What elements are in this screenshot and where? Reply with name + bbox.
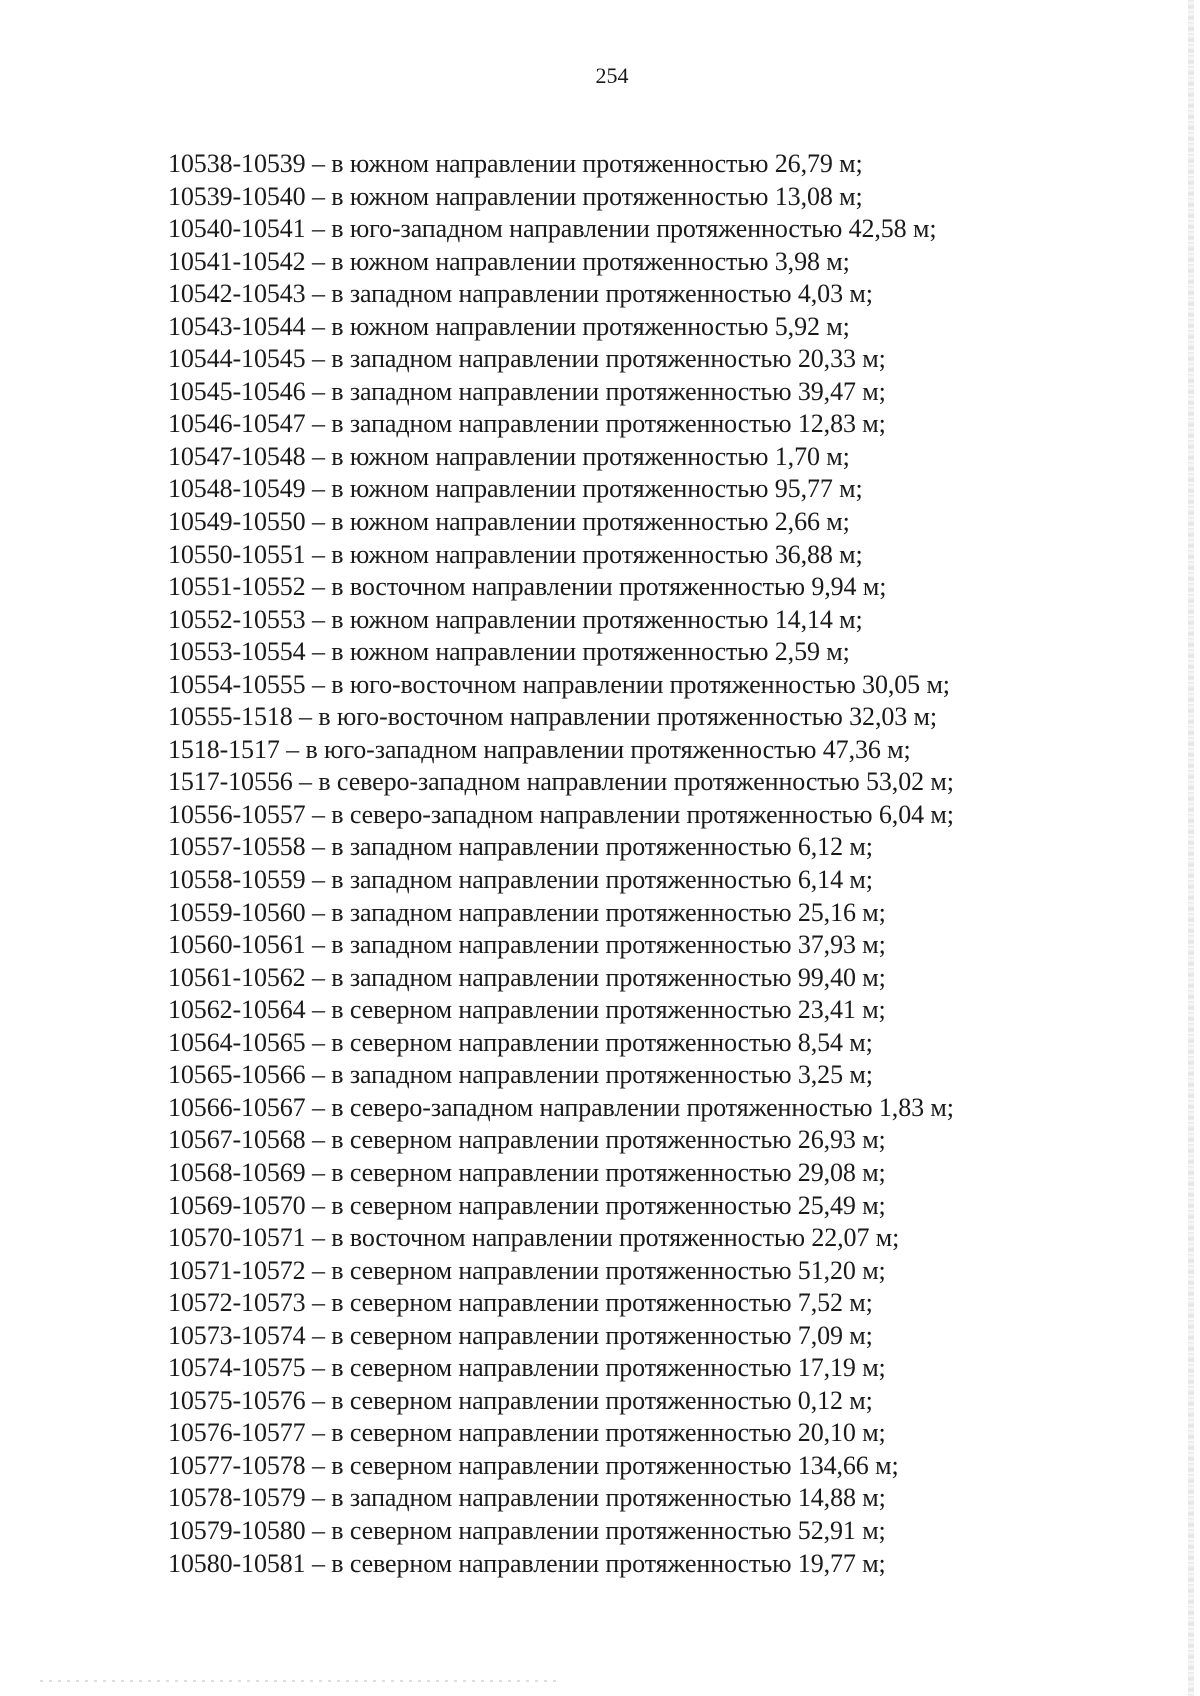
segment-entry: 10572-10573 – в северном направлении протяженностью 7,52 м;: [168, 1288, 873, 1318]
segment-entry: 10561-10562 – в западном направлении протяженностью 99,40 м;: [168, 962, 886, 992]
segment-entry: 1517-10556 – в северо-западном направлении протяженностью 53,02 м;: [168, 767, 954, 797]
segment-entry: 10580-10581 – в северном направлении протяженностью 19,77 м;: [168, 1548, 886, 1578]
segment-entry: 10554-10555 – в юго-восточном направлении протяженностью 30,05 м;: [168, 669, 950, 699]
segment-entry: 10567-10568 – в северном направлении протяженностью 26,93 м;: [168, 1125, 886, 1155]
segment-entry: 10564-10565 – в северном направлении протяженностью 8,54 м;: [168, 1027, 873, 1057]
segment-entry: 10552-10553 – в южном направлении протяженностью 14,14 м;: [168, 604, 863, 634]
segment-entry: 10542-10543 – в западном направлении протяженностью 4,03 м;: [168, 279, 873, 309]
segment-entry: 10574-10575 – в северном направлении протяженностью 17,19 м;: [168, 1353, 886, 1383]
segment-entry: 10539-10540 – в южном направлении протяженностью 13,08 м;: [168, 181, 863, 211]
segment-entry: 10559-10560 – в западном направлении протяженностью 25,16 м;: [168, 897, 886, 927]
segment-entry: 10550-10551 – в южном направлении протяженностью 36,88 м;: [168, 539, 863, 569]
segment-entry: 10547-10548 – в южном направлении протяженностью 1,70 м;: [168, 441, 850, 471]
segment-entry: 10578-10579 – в западном направлении протяженностью 14,88 м;: [168, 1483, 886, 1513]
segment-entry: 10556-10557 – в северо-западном направлении протяженностью 6,04 м;: [168, 799, 954, 829]
segment-entry: 10553-10554 – в южном направлении протяженностью 2,59 м;: [168, 637, 850, 667]
segment-entry: 10571-10572 – в северном направлении протяженностью 51,20 м;: [168, 1255, 886, 1285]
segment-entry: 10544-10545 – в западном направлении протяженностью 20,33 м;: [168, 344, 886, 374]
segment-entry: 10569-10570 – в северном направлении протяженностью 25,49 м;: [168, 1190, 886, 1220]
segment-entry: 10570-10571 – в восточном направлении протяженностью 22,07 м;: [168, 1223, 900, 1253]
segment-entry: 10557-10558 – в западном направлении протяженностью 6,12 м;: [168, 832, 873, 862]
segment-entry: 10579-10580 – в северном направлении протяженностью 52,91 м;: [168, 1515, 886, 1545]
scan-bottom-artifact: [40, 1680, 560, 1682]
segment-entry: 10540-10541 – в юго-западном направлении протяженностью 42,58 м;: [168, 214, 937, 244]
segment-entry: 10577-10578 – в северном направлении протяженностью 134,66 м;: [168, 1450, 899, 1480]
segment-entry: 10568-10569 – в северном направлении протяженностью 29,08 м;: [168, 1157, 886, 1187]
segment-entry: 10576-10577 – в северном направлении протяженностью 20,10 м;: [168, 1418, 886, 1448]
segment-entry: 10566-10567 – в северо-западном направлении протяженностью 1,83 м;: [168, 1092, 954, 1122]
segment-entry: 10560-10561 – в западном направлении протяженностью 37,93 м;: [168, 930, 886, 960]
boundary-segment-list: [168, 148, 954, 1580]
segment-entry: 10558-10559 – в западном направлении протяженностью 6,14 м;: [168, 865, 873, 895]
segment-entry: 10541-10542 – в южном направлении протяженностью 3,98 м;: [168, 246, 850, 276]
segment-entry: 10548-10549 – в южном направлении протяженностью 95,77 м;: [168, 474, 863, 504]
segment-entry: 10543-10544 – в южном направлении протяженностью 5,92 м;: [168, 311, 850, 341]
segment-entry: 10575-10576 – в северном направлении протяженностью 0,12 м;: [168, 1385, 873, 1415]
segment-entry: 10555-1518 – в юго-восточном направлении протяженностью 32,03 м;: [168, 702, 938, 732]
segment-entry: 10573-10574 – в северном направлении протяженностью 7,09 м;: [168, 1320, 873, 1350]
segment-entry: 10538-10539 – в южном направлении протяженностью 26,79 м;: [168, 149, 863, 178]
scan-edge-artifact: [1188, 0, 1194, 1696]
segment-entry: 10551-10552 – в восточном направлении протяженностью 9,94 м;: [168, 572, 887, 602]
segment-entry: 10562-10564 – в северном направлении протяженностью 23,41 м;: [168, 995, 886, 1025]
segment-entry: 10565-10566 – в западном направлении протяженностью 3,25 м;: [168, 1060, 873, 1090]
page-number: 254: [595, 63, 629, 88]
segment-entry: 10549-10550 – в южном направлении протяженностью 2,66 м;: [168, 507, 850, 537]
segment-entry: 10545-10546 – в западном направлении протяженностью 39,47 м;: [168, 376, 886, 406]
segment-entry: 10546-10547 – в западном направлении протяженностью 12,83 м;: [168, 409, 886, 439]
segment-entry: 1518-1517 – в юго-западном направлении протяженностью 47,36 м;: [168, 734, 911, 764]
